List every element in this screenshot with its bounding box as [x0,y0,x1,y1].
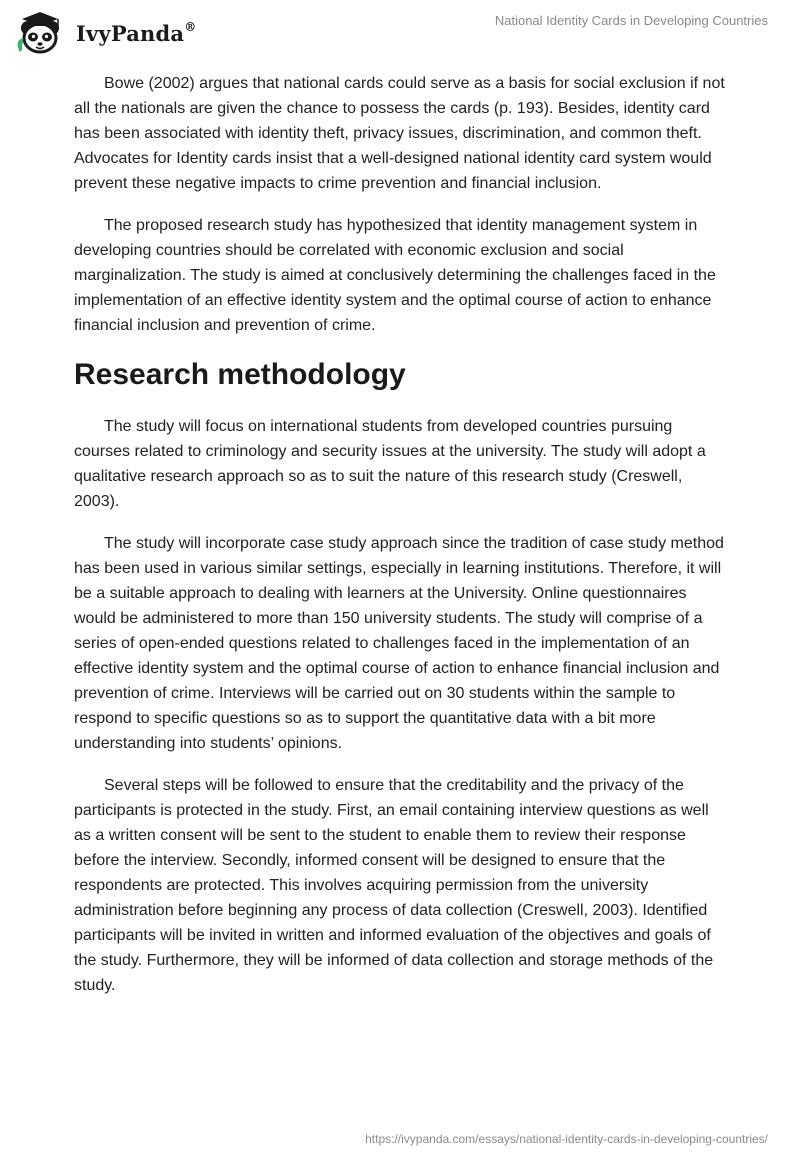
ivypanda-logo[interactable] [14,8,196,56]
page-header [0,0,800,64]
document-title: National Identity Cards in Developing Countries [494,13,768,28]
section-heading: Research methodology [74,358,406,391]
paragraph: Several steps will be followed to ensure that the creditability and the privacy of the participants is protected in the study. First, an email containing interview questions as well as a written consent will be sent to the student to enable them to review their response before the interview. Secondly, informed consent will be designed to ensure that the respondents are protected. This involves acquiring permission from the university administration before beginning any process of data collection (Creswell, 2003). Identified participants will be invited in written and informed evaluation of the objectives and goals of the study. Furthermore, they will be informed of data collection and storage methods of the study. [74,777,714,994]
registered-mark: ® [184,19,197,34]
paragraph: The study will incorporate case study approach since the tradition of case study method has been used in various similar settings, especially in learning institutions. Therefore, it will be a suitable approach to dealing with learners at the University. Online questionnaires would be administered to more than 150 university students. The study will comprise of a series of open-ended questions related to challenges faced in the implementation of an effective identity system and the optimal course of action to enhance financial inclusion and prevention of crime. Interviews will be carried out on 30 students within the sample to respond to specific questions so as to support the quantitative data with a bit more understanding into students’ opinions. [74,535,724,752]
paragraph: The proposed research study has hypothesized that identity management system in developing countries should be correlated with economic exclusion and social marginalization. The study is aimed at conclusively determining the challenges faced in the implementation of an effective identity system and the optimal course of action to enhance financial inclusion and prevention of crime. [74,217,716,334]
paragraph: Bowe (2002) argues that national cards could serve as a basis for social exclusion if not all the nationals are given the chance to possess the cards (p. 193). Besides, identity card has been associated with identity theft, privacy issues, discrimination, and common theft. Advocates for Identity cards insist that a well-designed national identity card system would prevent these negative impacts to crime prevention and financial inclusion. [74,75,725,192]
paragraph: The study will focus on international students from developed countries pursuing courses related to criminology and security issues at the university. The study will adopt a qualitative research approach so as to suit the nature of this research study (Creswell, 2003). [74,418,706,510]
brand-name: IvyPanda® [76,19,197,46]
source-url[interactable]: https://ivypanda.com/essays/national-identity-cards-in-developing-countries/ [365,1132,768,1146]
essay-content [74,71,726,1015]
panda-graduation-cap-icon [14,8,70,56]
